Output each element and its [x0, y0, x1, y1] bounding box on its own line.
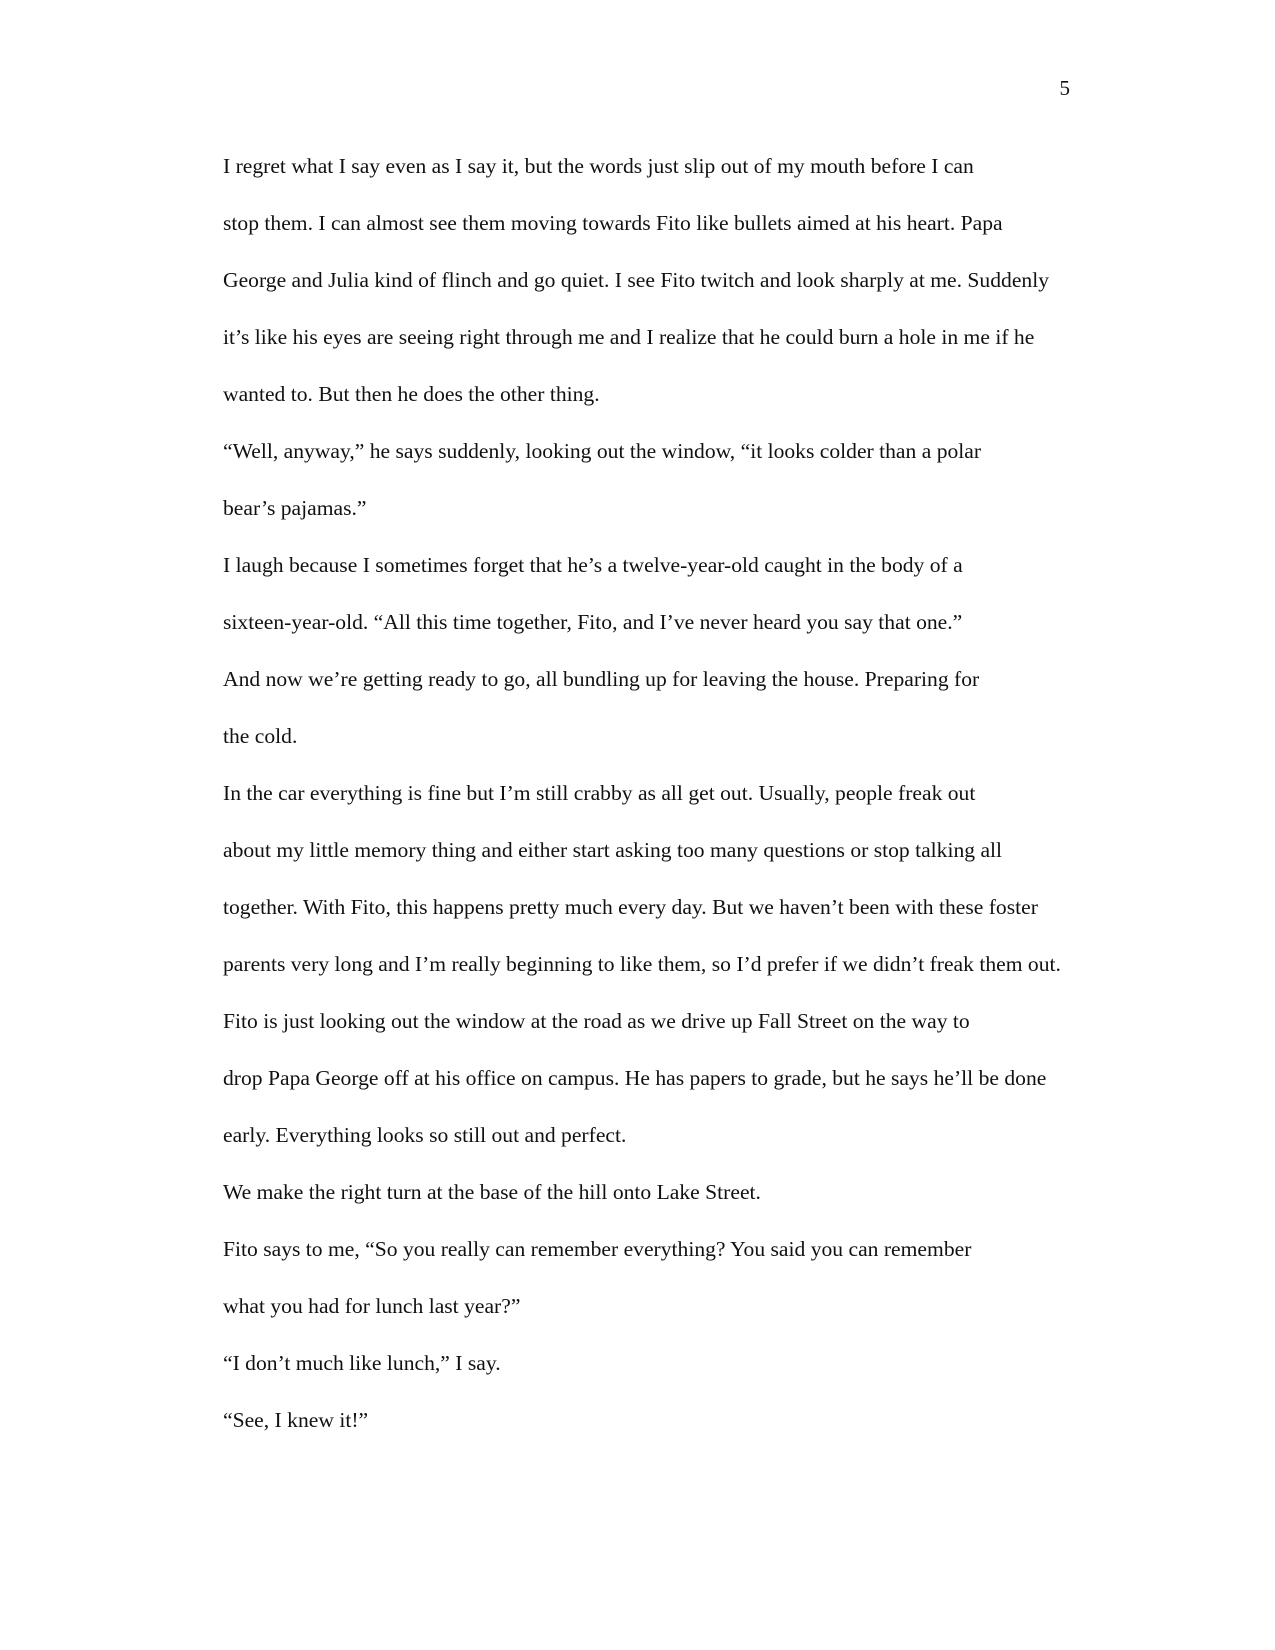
- text-line: “I don’t much like lunch,” I say.: [223, 1351, 501, 1375]
- text-line: We make the right turn at the base of the hill onto Lake Street.: [223, 1180, 761, 1204]
- text-line: about my little memory thing and either start asking too many questions or stop talking all: [223, 838, 1003, 862]
- text-line: bear’s pajamas.”: [223, 496, 367, 520]
- page-number: 5: [1059, 76, 1070, 100]
- text-line: it’s like his eyes are seeing right through me and I realize that he could burn a hole in me if he: [223, 325, 1035, 349]
- paragraph: [149, 651, 1121, 765]
- text-line: And now we’re getting ready to go, all bundling up for leaving the house. Preparing for: [223, 667, 980, 691]
- text-line: together. With Fito, this happens pretty much every day. But we haven’t been with these foster: [223, 895, 1038, 919]
- text-line: George and Julia kind of flinch and go quiet. I see Fito twitch and look sharply at me. Suddenly: [223, 268, 1050, 292]
- paragraph: [149, 993, 1121, 1164]
- paragraph: [149, 537, 1121, 651]
- manuscript-body: [149, 138, 1121, 1449]
- paragraph: [149, 765, 1121, 993]
- text-line: early. Everything looks so still out and perfect.: [223, 1123, 627, 1147]
- text-line: I regret what I say even as I say it, but the words just slip out of my mouth before I can: [223, 154, 974, 178]
- text-line: Fito says to me, “So you really can remember everything? You said you can remember: [223, 1237, 972, 1261]
- paragraph: [149, 1164, 1121, 1221]
- paragraph: [149, 1221, 1121, 1335]
- text-line: what you had for lunch last year?”: [223, 1294, 521, 1318]
- text-line: drop Papa George off at his office on campus. He has papers to grade, but he says he’ll be done: [223, 1066, 1047, 1090]
- paragraph: [149, 1392, 1121, 1449]
- text-line: Fito is just looking out the window at the road as we drive up Fall Street on the way to: [223, 1009, 970, 1033]
- paragraph: [149, 1335, 1121, 1392]
- text-line: In the car everything is fine but I’m still crabby as all get out. Usually, people freak out: [223, 781, 976, 805]
- text-line: I laugh because I sometimes forget that he’s a twelve-year-old caught in the body of a: [223, 553, 963, 577]
- paragraph: [149, 138, 1121, 423]
- text-line: stop them. I can almost see them moving towards Fito like bullets aimed at his heart. Papa: [223, 211, 1003, 235]
- text-line: the cold.: [223, 724, 298, 748]
- text-line: wanted to. But then he does the other thing.: [223, 382, 600, 406]
- text-line: “Well, anyway,” he says suddenly, looking out the window, “it looks colder than a polar: [223, 439, 982, 463]
- text-line: parents very long and I’m really beginning to like them, so I’d prefer if we didn’t freak them out.: [223, 952, 1061, 976]
- text-line: “See, I knew it!”: [223, 1408, 369, 1432]
- paragraph: [149, 423, 1121, 537]
- text-line: sixteen-year-old. “All this time together, Fito, and I’ve never heard you say that one.”: [223, 610, 963, 634]
